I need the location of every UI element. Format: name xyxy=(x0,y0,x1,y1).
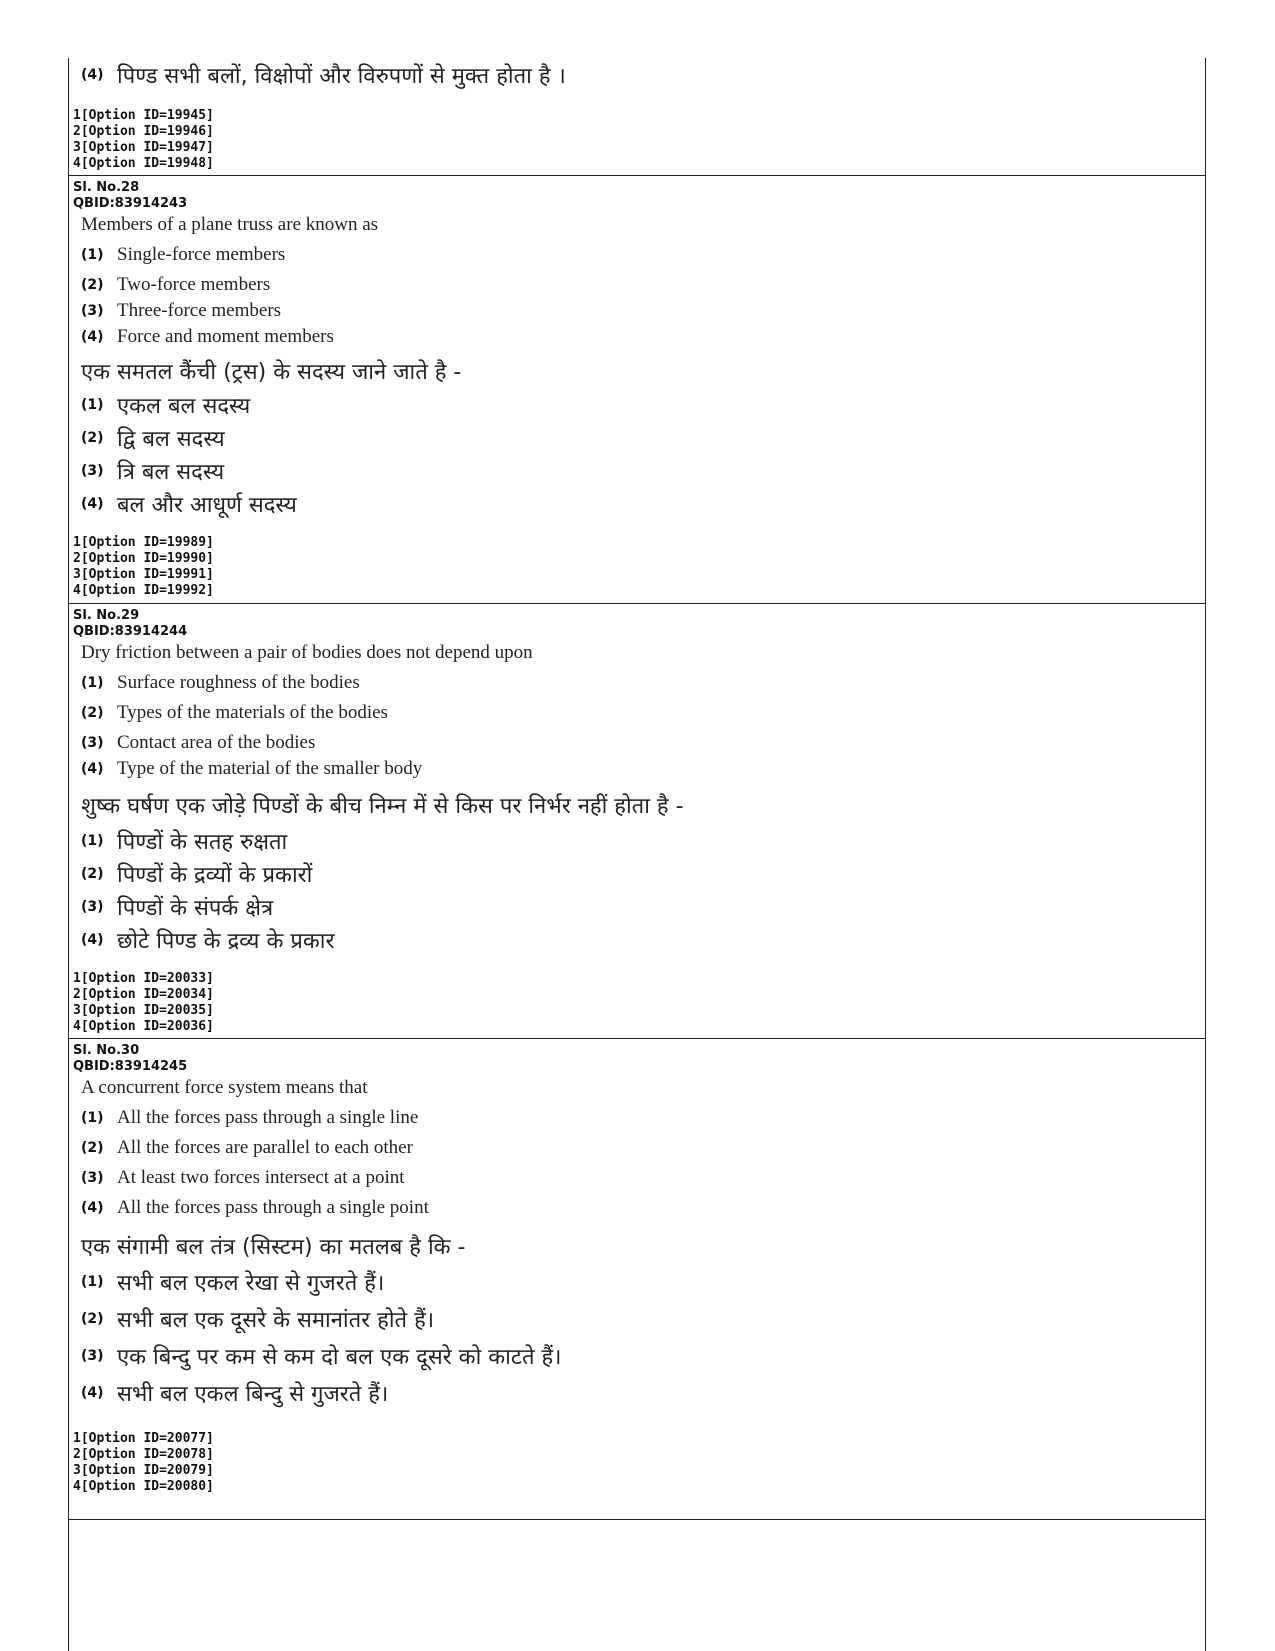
option-text: पिण्डों के सतह रुक्षता xyxy=(117,830,288,855)
option-hi-1 xyxy=(81,1267,384,1297)
option-hi-2 xyxy=(81,859,312,889)
question-text-en: Members of a plane truss are known as xyxy=(81,214,379,235)
question-text-hi: एक संगामी बल तंत्र (सिस्टम) का मतलब है कि - xyxy=(81,1235,466,1260)
prev-option-ids xyxy=(73,108,214,172)
option-id: 2[Option ID=20034] xyxy=(73,987,214,1002)
option-text: All the forces pass through a single line xyxy=(117,1107,419,1128)
question-text-hi: एक समतल कैंची (ट्रस) के सदस्य जाने जाते है - xyxy=(81,360,462,385)
option-hi-1 xyxy=(81,390,250,420)
option-id: 2[Option ID=20078] xyxy=(73,1447,214,1462)
option-text: सभी बल एकल रेखा से गुजरते हैं। xyxy=(117,1271,385,1296)
option-number: (4) xyxy=(81,496,104,512)
option-hi-2 xyxy=(81,423,225,453)
option-text: सभी बल एक दूसरे के समानांतर होते हैं। xyxy=(117,1308,435,1333)
serial-number: Sl. No.29 xyxy=(73,608,140,623)
qbid: QBID:83914245 xyxy=(73,1059,188,1074)
option-number: (1) xyxy=(81,247,104,263)
option-text: सभी बल एकल बिन्दु से गुजरते हैं। xyxy=(117,1382,389,1407)
option-hi-4 xyxy=(81,1378,388,1408)
option-id: 1[Option ID=20033] xyxy=(73,971,214,986)
option-text: द्वि बल सदस्य xyxy=(117,427,225,452)
option-text: Contact area of the bodies xyxy=(117,732,316,753)
option-id: 4[Option ID=20080] xyxy=(73,1479,214,1494)
option-number: (3) xyxy=(81,1170,104,1186)
option-text: All the forces pass through a single point xyxy=(117,1197,429,1218)
option-text: Single-force members xyxy=(117,244,286,265)
question-block-29 xyxy=(69,603,1205,1039)
option-en-1 xyxy=(81,1107,418,1129)
option-hi-2 xyxy=(81,1304,434,1334)
option-en-2 xyxy=(81,274,270,296)
option-number: (1) xyxy=(81,675,104,691)
qbid: QBID:83914243 xyxy=(73,196,188,211)
option-number: (4) xyxy=(81,1385,104,1401)
option-number: (1) xyxy=(81,833,104,849)
qbid: QBID:83914244 xyxy=(73,624,188,639)
option-number: (2) xyxy=(81,430,104,446)
option-id: 1[Option ID=19989] xyxy=(73,535,214,550)
option-number: (4) xyxy=(81,1200,104,1216)
option-text: Type of the material of the smaller body xyxy=(117,758,423,779)
option-text: Two-force members xyxy=(117,274,271,295)
option-id: 2[Option ID=19946] xyxy=(73,124,214,139)
option-text: All the forces are parallel to each other xyxy=(117,1137,413,1158)
option-number: (4) xyxy=(81,67,104,83)
option-en-2 xyxy=(81,702,388,724)
option-id: 3[Option ID=20079] xyxy=(73,1463,214,1478)
option-id: 4[Option ID=19948] xyxy=(73,156,214,171)
option-text: Force and moment members xyxy=(117,326,334,347)
option-number: (2) xyxy=(81,866,104,882)
option-number: (3) xyxy=(81,899,104,915)
option-id: 1[Option ID=19945] xyxy=(73,108,214,123)
serial-number: Sl. No.28 xyxy=(73,180,140,195)
option-number: (1) xyxy=(81,1274,104,1290)
option-id: 2[Option ID=19990] xyxy=(73,551,214,566)
option-number: (1) xyxy=(81,1110,104,1126)
question-block-28 xyxy=(69,175,1205,604)
option-number: (2) xyxy=(81,705,104,721)
question-text-en: A concurrent force system means that xyxy=(81,1077,368,1098)
option-en-4 xyxy=(81,1197,429,1219)
option-id: 1[Option ID=20077] xyxy=(73,1431,214,1446)
option-en-4 xyxy=(81,326,334,348)
option-ids xyxy=(73,971,214,1035)
prev-option-4-text: पिण्ड सभी बलों, विक्षोपों और विरुपणों से मुक्त होता है । xyxy=(117,64,566,89)
question-text-hi: शुष्क घर्षण एक जोड़े पिण्डों के बीच निम्न में से किस पर निर्भर नहीं होता है - xyxy=(81,794,684,819)
option-ids xyxy=(73,1431,214,1495)
question-text-en: Dry friction between a pair of bodies does not depend upon xyxy=(81,642,533,663)
option-hi-3 xyxy=(81,892,273,922)
option-hi-4 xyxy=(81,925,334,955)
option-text: एक बिन्दु पर कम से कम दो बल एक दूसरे को काटते हैं। xyxy=(117,1345,562,1370)
option-number: (4) xyxy=(81,932,104,948)
option-number: (1) xyxy=(81,397,104,413)
question-paper-frame xyxy=(68,58,1206,1651)
option-number: (4) xyxy=(81,761,104,777)
option-en-1 xyxy=(81,244,285,266)
option-number: (4) xyxy=(81,329,104,345)
option-number: (3) xyxy=(81,1348,104,1364)
option-id: 3[Option ID=20035] xyxy=(73,1003,214,1018)
option-id: 4[Option ID=20036] xyxy=(73,1019,214,1034)
option-text: एकल बल सदस्य xyxy=(117,394,251,419)
option-number: (3) xyxy=(81,463,104,479)
option-en-3 xyxy=(81,1167,405,1189)
option-en-2 xyxy=(81,1137,413,1159)
option-number: (3) xyxy=(81,303,104,319)
option-en-3 xyxy=(81,300,281,322)
option-en-3 xyxy=(81,732,315,754)
option-text: At least two forces intersect at a point xyxy=(117,1167,405,1188)
option-id: 4[Option ID=19992] xyxy=(73,583,214,598)
option-hi-3 xyxy=(81,456,224,486)
option-number: (2) xyxy=(81,1311,104,1327)
option-text: पिण्डों के द्रव्यों के प्रकारों xyxy=(117,863,313,888)
option-text: बल और आधूर्ण सदस्य xyxy=(117,493,297,518)
option-id: 3[Option ID=19991] xyxy=(73,567,214,582)
option-text: Types of the materials of the bodies xyxy=(117,702,388,723)
option-en-1 xyxy=(81,672,360,694)
question-block-30 xyxy=(69,1038,1205,1520)
option-text: Surface roughness of the bodies xyxy=(117,672,360,693)
prev-question-block xyxy=(69,58,1205,175)
option-ids xyxy=(73,535,214,599)
option-number: (2) xyxy=(81,1140,104,1156)
option-number: (3) xyxy=(81,735,104,751)
option-text: Three-force members xyxy=(117,300,282,321)
option-hi-1 xyxy=(81,826,287,856)
option-id: 3[Option ID=19947] xyxy=(73,140,214,155)
option-number: (2) xyxy=(81,277,104,293)
option-hi-3 xyxy=(81,1341,562,1371)
option-text: छोटे पिण्ड के द्रव्य के प्रकार xyxy=(117,929,335,954)
option-text: त्रि बल सदस्य xyxy=(117,460,225,485)
option-text: पिण्डों के संपर्क क्षेत्र xyxy=(117,896,274,921)
prev-option-4 xyxy=(81,60,566,90)
option-en-4 xyxy=(81,758,422,780)
serial-number: Sl. No.30 xyxy=(73,1043,140,1058)
option-hi-4 xyxy=(81,489,297,519)
